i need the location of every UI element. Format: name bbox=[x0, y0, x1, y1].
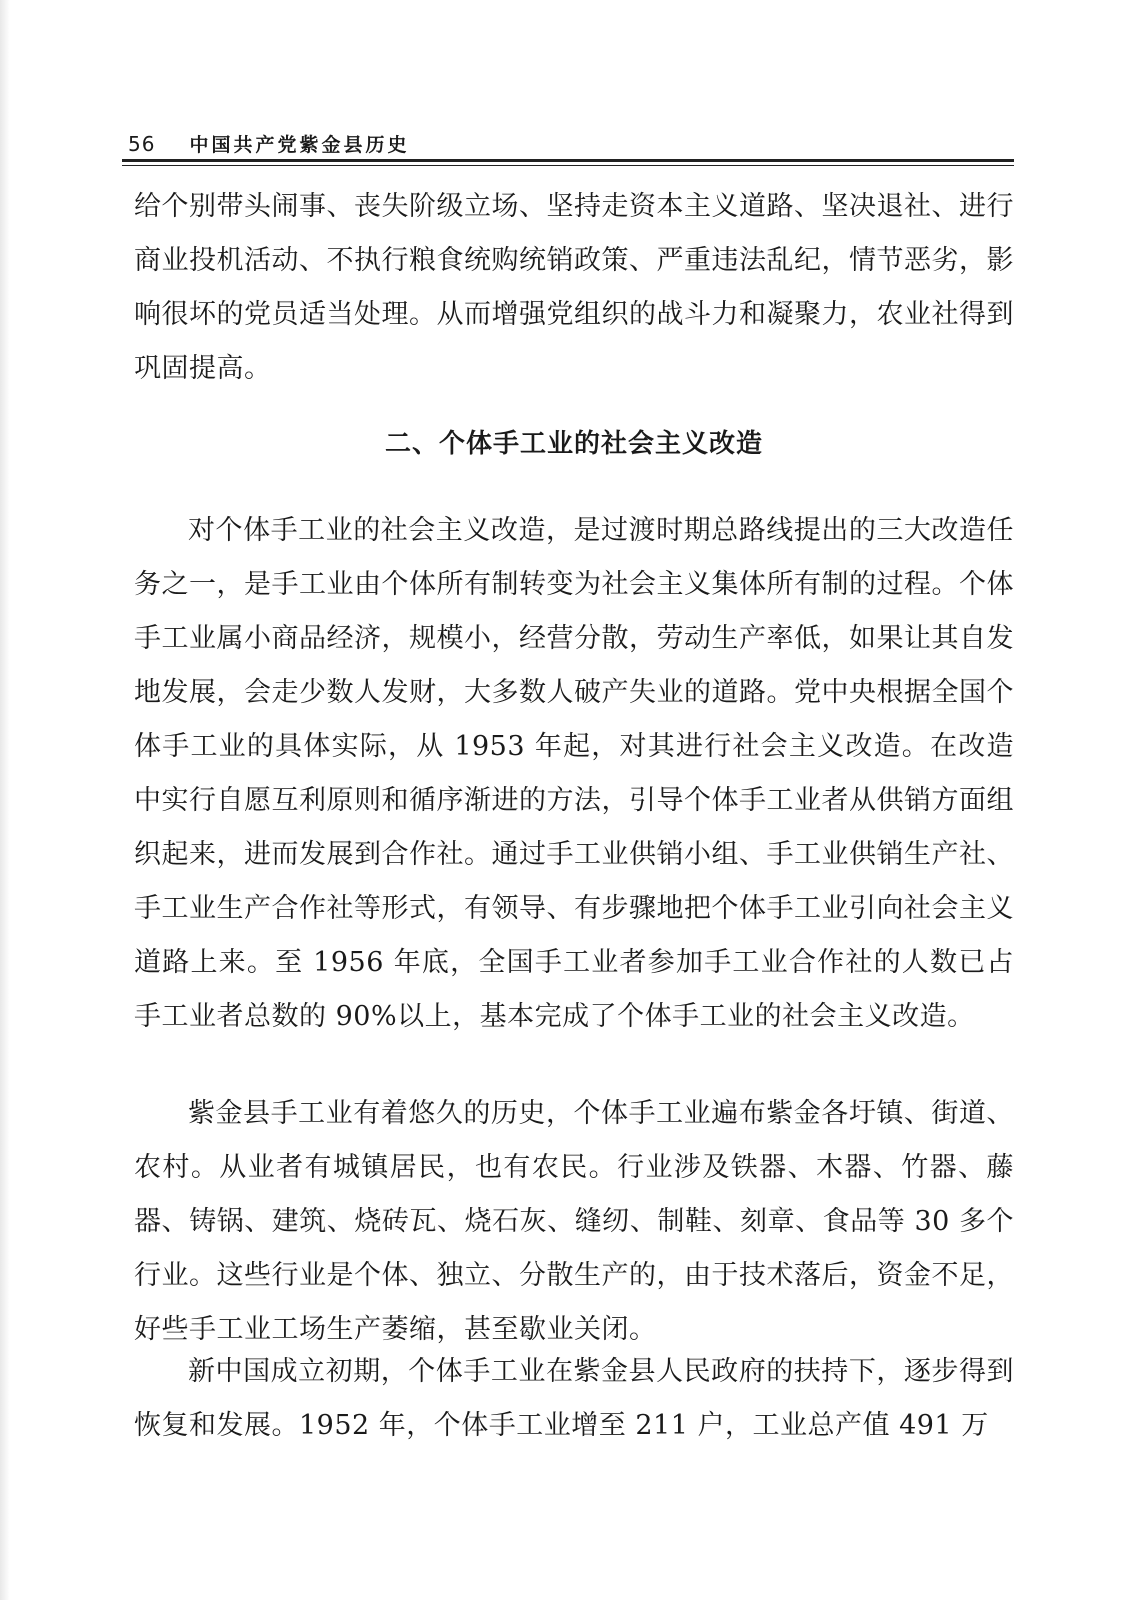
paragraph-zijin-handicraft: 紫金县手工业有着悠久的历史，个体手工业遍布紫金各圩镇、街道、农村。从业者有城镇居民，也有农民。行业涉及铁器、木器、竹器、藤器、铸锅、建筑、烧砖瓦、烧石灰、缝纫、制鞋、刻章、食品等 30 多个行业。这些行业是个体、独立、分散生产的，由于技术落后，资金不足，好些手工业工场生产萎缩，甚至歇业关闭。 bbox=[134, 1098, 1014, 1345]
page-number: 56 bbox=[128, 132, 156, 156]
section-heading: 二、个体手工业的社会主义改造 bbox=[384, 429, 763, 459]
scan-edge-shadow bbox=[0, 0, 10, 1600]
paragraph-continuation: 给个别带头闹事、丧失阶级立场、坚持走资本主义道路、坚决退社、进行商业投机活动、不执行粮食统购统销政策、严重违法乱纪，情节恶劣，影响很坏的党员适当处理。从而增强党组织的战斗力和凝聚力，农业社得到巩固提高。 bbox=[134, 191, 1014, 384]
book-title: 中国共产党紫金县历史 bbox=[189, 134, 410, 156]
running-header bbox=[128, 130, 409, 160]
header-rule-thin bbox=[122, 165, 1014, 166]
paragraph-early-period: 新中国成立初期，个体手工业在紫金县人民政府的扶持下，逐步得到恢复和发展。1952 年，个体手工业增至 211 户，工业总产值 491 万 bbox=[134, 1356, 1014, 1441]
paragraph-intro: 对个体手工业的社会主义改造，是过渡时期总路线提出的三大改造任务之一，是手工业由个体所有制转变为社会主义集体所有制的过程。个体手工业属小商品经济，规模小，经营分散，劳动生产率低，如果让其自发地发展，会走少数人发财，大多数人破产失业的道路。党中央根据全国个体手工业的具体实际，从 1953 年起，对其进行社会主义改造。在改造中实行自愿互利原则和循序渐进的方法，引导个体手工业者从供销方面组织起来，进而发展到合作社。通过手工业供销小组、手工业供销生产社、手工业生产合作社等形式，有领导、有步骤地把个体手工业引向社会主义道路上来。至 1956 年底，全国手工业者参加手工业合作社的人数已占手工业者总数的 90%以上，基本完成了个体手工业的社会主义改造。 bbox=[134, 515, 1014, 1032]
header-rule-thick bbox=[122, 159, 1014, 162]
